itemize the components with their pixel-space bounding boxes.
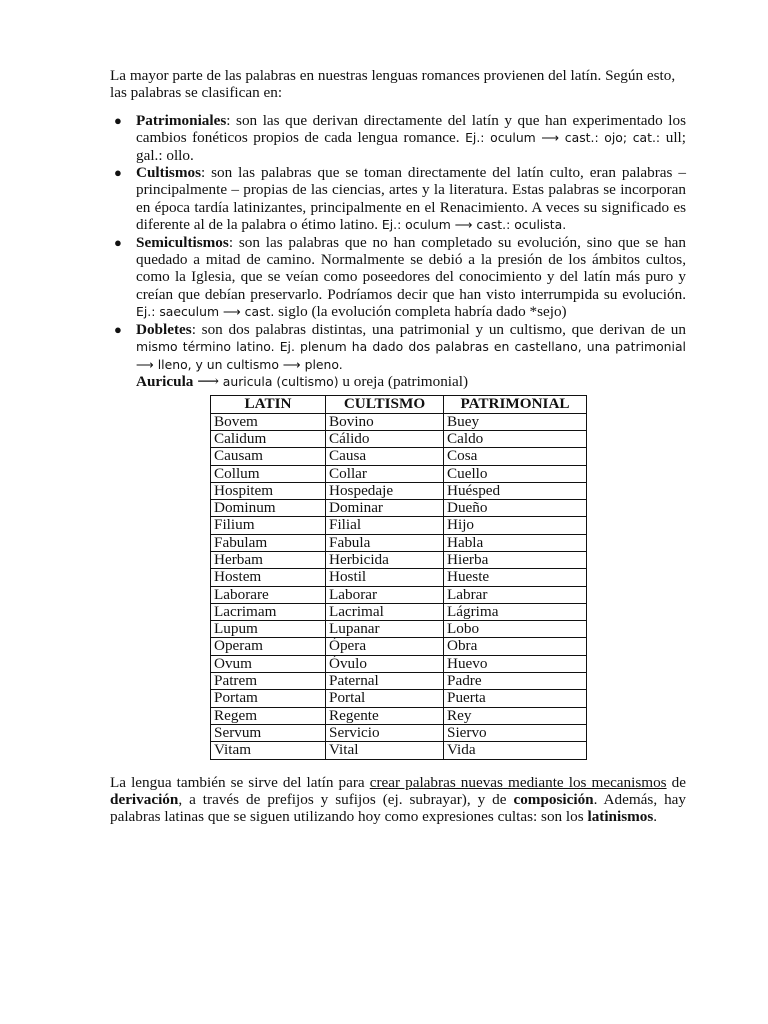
cell-patrimonial: Hijo — [444, 517, 587, 534]
term-auricula: Auricula — [136, 372, 194, 390]
cell-latin: Collum — [211, 465, 326, 482]
cell-patrimonial: Vida — [444, 742, 587, 759]
cell-cultismo: Paternal — [326, 673, 444, 690]
cell-latin: Filium — [211, 517, 326, 534]
table-row — [211, 448, 587, 465]
table-row — [211, 500, 587, 517]
underlined-phrase: crear palabras nuevas mediante los mecanismos — [369, 773, 667, 791]
bullet-icon: ● — [114, 112, 122, 128]
cell-latin: Ovum — [211, 655, 326, 672]
cell-latin: Lupum — [211, 621, 326, 638]
term-latinismos: latinismos — [587, 808, 654, 826]
classification-list — [110, 112, 686, 373]
term-derivacion: derivación — [110, 790, 179, 808]
cell-patrimonial: Labrar — [444, 586, 587, 603]
cell-latin: Bovem — [211, 413, 326, 430]
cell-cultismo: Laborar — [326, 586, 444, 603]
table-row — [211, 551, 587, 568]
cell-cultismo: Hospedaje — [326, 482, 444, 499]
cell-cultismo: Hostil — [326, 569, 444, 586]
cell-latin: Regem — [211, 707, 326, 724]
cell-patrimonial: Dueño — [444, 500, 587, 517]
cell-latin: Herbam — [211, 551, 326, 568]
cell-latin: Operam — [211, 638, 326, 655]
term-semicultismos: Semicultismos — [136, 233, 229, 251]
intro-paragraph: La mayor parte de las palabras en nuestras lenguas romances provienen del latín. Según esto, las palabras se clasifican en: — [110, 67, 676, 102]
table-row — [211, 534, 587, 551]
bullet-icon: ● — [114, 321, 122, 337]
table-row — [211, 430, 587, 447]
list-item-cultismos: ● Cultismos: son las palabras que se toman directamente del latín culto, eran palabras – principalmente – propias de las ciencias, artes y la literatura. Estas palabras se incorporan en época tardía latinizantes, principalmente en el Renacimiento. A veces su significado es diferente al de la palabra o étimo latino. Ej.: oculum ⟶ cast.: oculista. — [114, 164, 686, 234]
cell-cultismo: Lupanar — [326, 621, 444, 638]
cell-latin: Servum — [211, 724, 326, 741]
cell-patrimonial: Siervo — [444, 724, 587, 741]
table-row — [211, 673, 587, 690]
table-row — [211, 517, 587, 534]
cell-cultismo: Bovino — [326, 413, 444, 430]
table-row — [211, 603, 587, 620]
cell-patrimonial: Puerta — [444, 690, 587, 707]
bullet-icon: ● — [114, 165, 122, 181]
header-cultismo: CULTISMO — [326, 396, 444, 413]
cell-patrimonial: Huésped — [444, 482, 587, 499]
cell-cultismo: Vital — [326, 742, 444, 759]
table-row — [211, 465, 587, 482]
cell-cultismo: Regente — [326, 707, 444, 724]
cell-patrimonial: Caldo — [444, 430, 587, 447]
list-item-patrimoniales: ● Patrimoniales: son las que derivan directamente del latín y que han experimentado los cambios fonéticos propios de cada lengua romance. Ej.: oculum ⟶ cast.: ojo; cat.: ull; gal.: ollo. — [114, 111, 686, 164]
example-auricula: auricula (cultismo) — [222, 373, 339, 389]
table-row — [211, 638, 587, 655]
word-table — [210, 395, 587, 759]
cell-cultismo: Lacrimal — [326, 603, 444, 620]
cell-cultismo: Fabula — [326, 534, 444, 551]
cell-latin: Hostem — [211, 569, 326, 586]
table-row — [211, 569, 587, 586]
list-item-dobletes: ● Dobletes: son dos palabras distintas, una patrimonial y un cultismo, que derivan de un mismo término latino. Ej. plenum ha dado dos palabras en castellano, una patrimonial ⟶ lleno, y un cultismo ⟶ pleno. — [114, 320, 686, 372]
table-row — [211, 413, 587, 430]
cell-cultismo: Portal — [326, 690, 444, 707]
cell-cultismo: Filial — [326, 517, 444, 534]
cell-latin: Portam — [211, 690, 326, 707]
closing-paragraph: La lengua también se sirve del latín para crear palabras nuevas mediante los mecanismos de derivación, a través de prefijos y sufijos (ej. subrayar), y de composición. Además, hay palabras latinas que se siguen utilizando hoy como expresiones cultas: son los latinismos. — [110, 773, 687, 826]
cell-cultismo: Óvulo — [326, 655, 444, 672]
cell-patrimonial: Habla — [444, 534, 587, 551]
cell-cultismo: Cálido — [326, 430, 444, 447]
table-body — [211, 413, 587, 759]
bullet-icon: ● — [114, 234, 122, 250]
cell-patrimonial: Cosa — [444, 448, 587, 465]
table-row — [211, 482, 587, 499]
cell-latin: Laborare — [211, 586, 326, 603]
header-patrimonial: PATRIMONIAL — [444, 396, 587, 413]
cell-patrimonial: Hierba — [444, 551, 587, 568]
term-patrimoniales: Patrimoniales — [136, 111, 227, 129]
term-dobletes: Dobletes — [136, 320, 192, 338]
table-row — [211, 724, 587, 741]
table-header-row — [211, 396, 587, 413]
cell-patrimonial: Huevo — [444, 655, 587, 672]
document-page — [110, 67, 686, 826]
cell-latin: Patrem — [211, 673, 326, 690]
cell-patrimonial: Padre — [444, 673, 587, 690]
header-latin: LATIN — [211, 396, 326, 413]
auricula-line: Auricula ⟶ auricula (cultismo) u oreja (patrimonial) — [136, 372, 469, 390]
table-row — [211, 707, 587, 724]
cell-cultismo: Servicio — [326, 724, 444, 741]
cell-cultismo: Ópera — [326, 638, 444, 655]
table-row — [211, 586, 587, 603]
table-row — [211, 655, 587, 672]
cell-patrimonial: Cuello — [444, 465, 587, 482]
cell-cultismo: Collar — [326, 465, 444, 482]
cell-latin: Hospitem — [211, 482, 326, 499]
example-cultismos: Ej.: oculum ⟶ cast.: oculista. — [381, 217, 567, 233]
example-dobletes: mismo término latino. Ej. plenum ha dado dos palabras en castellano, una patrimonial ⟶ lleno, y un cultismo ⟶ pleno. — [136, 339, 686, 372]
cell-cultismo: Causa — [326, 448, 444, 465]
term-composicion: composición — [513, 790, 594, 808]
cell-latin: Lacrimam — [211, 603, 326, 620]
example-patrimoniales: Ej.: oculum ⟶ cast.: ojo; cat.: — [465, 130, 666, 146]
list-item-semicultismos: ● Semicultismos: son las palabras que no han completado su evolución, sino que se han quedado a mitad de camino. Normalmente se debió a la presión de los ámbitos cultos, como la Iglesia, que se veían como poseedores del conocimiento y del latín más puro y creían que debían preservarlo. Podríamos decir que han visto interrumpida su evolución. Ej.: saeculum ⟶ cast. siglo (la evolución completa habría dado *sejo) — [114, 233, 686, 321]
cell-patrimonial: Obra — [444, 638, 587, 655]
cell-cultismo: Dominar — [326, 500, 444, 517]
table-row — [211, 690, 587, 707]
cell-latin: Calidum — [211, 430, 326, 447]
table-row — [211, 621, 587, 638]
cell-patrimonial: Hueste — [444, 569, 587, 586]
cell-patrimonial: Rey — [444, 707, 587, 724]
cell-latin: Dominum — [211, 500, 326, 517]
cell-patrimonial: Lágrima — [444, 603, 587, 620]
cell-latin: Causam — [211, 448, 326, 465]
table-row — [211, 742, 587, 759]
cell-patrimonial: Lobo — [444, 621, 587, 638]
cell-patrimonial: Buey — [444, 413, 587, 430]
example-semicultismos: Ej.: saeculum ⟶ cast. — [136, 304, 275, 320]
cell-latin: Fabulam — [211, 534, 326, 551]
cell-latin: Vitam — [211, 742, 326, 759]
cell-cultismo: Herbicida — [326, 551, 444, 568]
term-cultismos: Cultismos — [136, 164, 201, 182]
